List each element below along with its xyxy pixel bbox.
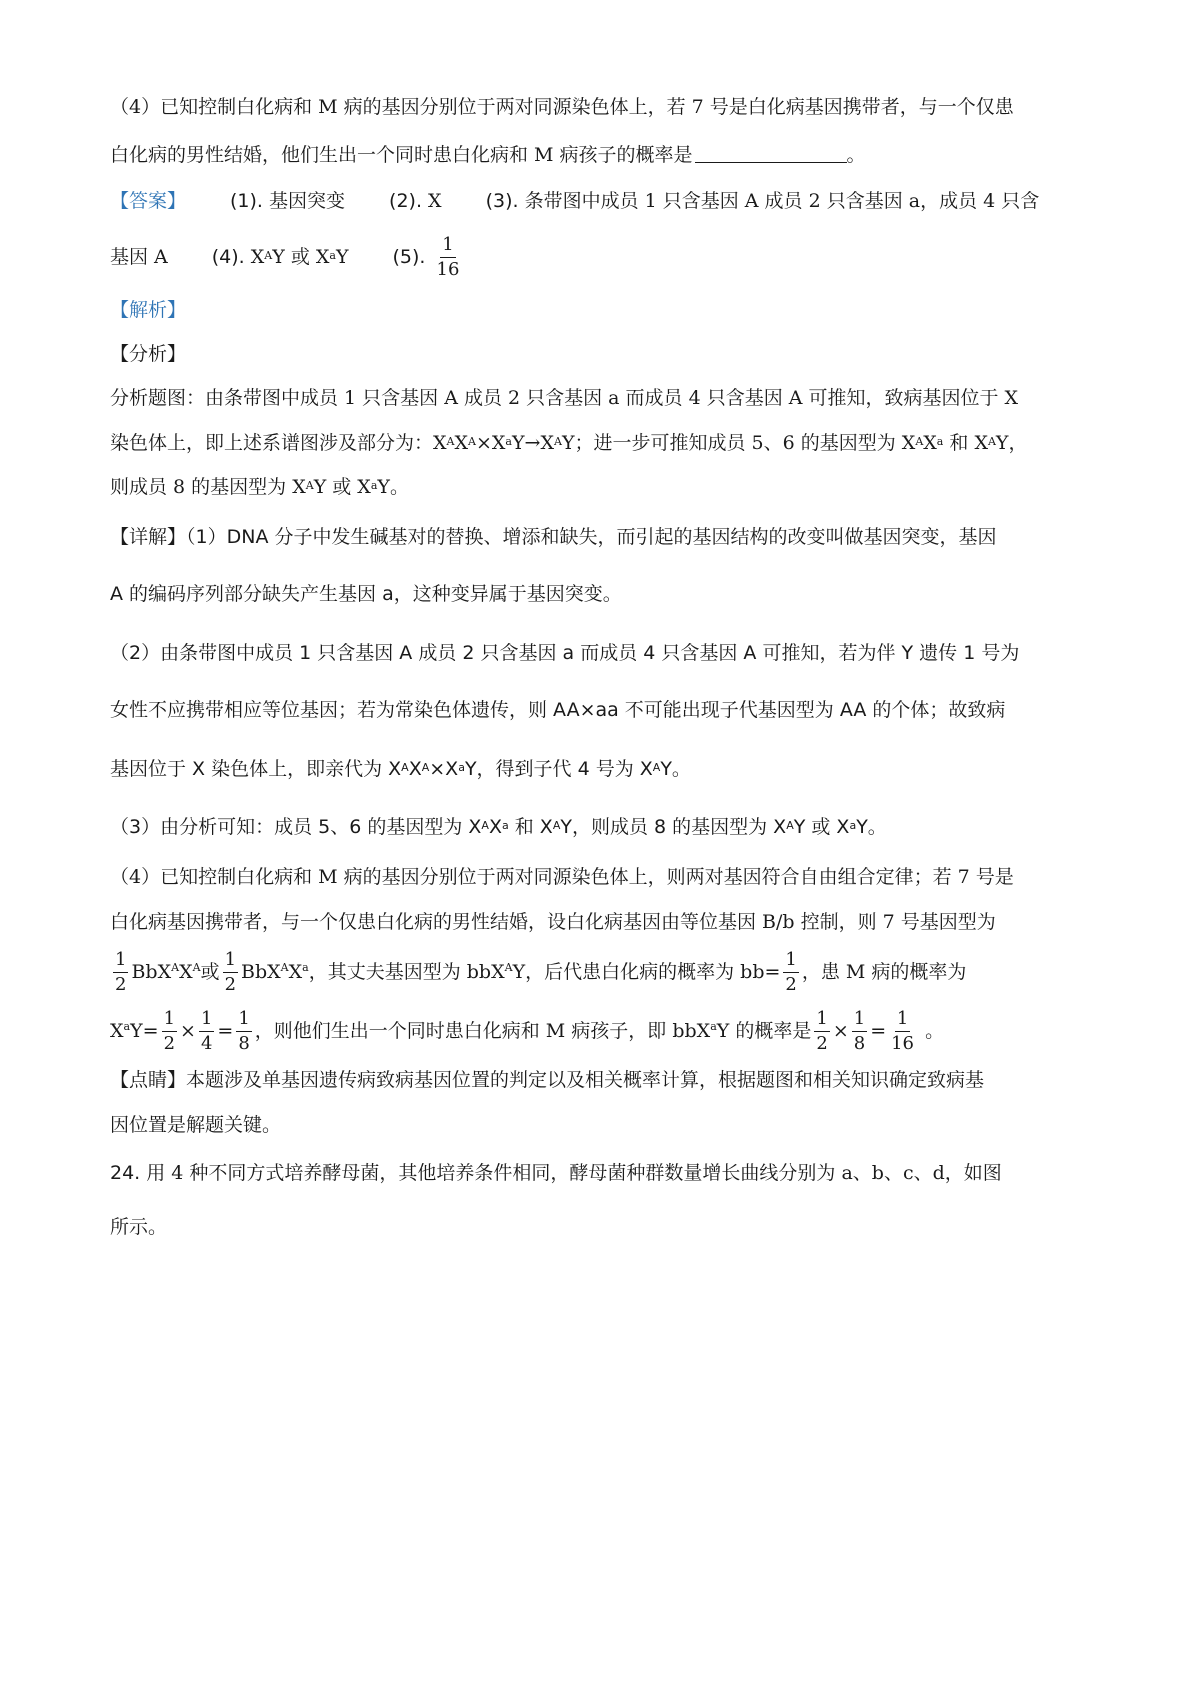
answer-3-cont: 基因 A (110, 246, 168, 268)
analysis-line1: 分析题图：由条带图中成员 1 只含基因 A 成员 2 只含基因 a 而成员 4 只含基因 A 可推知，致病基因位于 X (110, 387, 1019, 409)
answer-num-4: (4). (211, 246, 245, 268)
fraction: $\frac{1}{2}$ (785, 948, 797, 995)
comment-tag: 【点睛】 (110, 1069, 187, 1091)
answer-5-fraction: $\frac{1}{16}$ (436, 234, 460, 280)
q4-question-line1: （4）已知控制白化病和 M 病的基因分别位于两对同源染色体上，若 7 号是白化病基因携带者，与一个仅患 (110, 96, 1014, 118)
detail-tag: 【详解】 (110, 526, 187, 548)
q24-line1: 24. 用 4 种不同方式培养酵母菌，其他培养条件相同，酵母菌种群数量增长曲线分别为 a、b、c、d，如图 (110, 1162, 1002, 1184)
detail-4-line4: X $^a$ Y= $\frac{1}{2}$ × $\frac{1}{4}$ = $\frac{1}{8}$ ，则他们生出一个同时患白化病和 M 病孩子，即 bbX $^a$ Y 的概率是 $\frac{1}{2}$ × $\frac{1}{8}$ = $\frac{1}{16}$ 。 (110, 1007, 945, 1054)
detail-4-line1: （4）已知控制白化病和 M 病的基因分别位于两对同源染色体上，则两对基因符合自由组合定律；若 7 号是 (110, 866, 1014, 888)
q4-question-end: 。 (846, 144, 866, 166)
comment-line2: 因位置是解题关键。 (110, 1114, 282, 1136)
fraction: $\frac{1}{2}$ (115, 948, 127, 995)
detail-4-line2: 白化病基因携带者，与一个仅患白化病的男性结婚，设白化病基因由等位基因 B/b 控制，则 7 号基因型为 (110, 911, 996, 933)
answer-2: X (428, 190, 442, 212)
answer-num-1: (1). (230, 190, 263, 212)
answer-num-2: (2). (389, 190, 422, 212)
jiexi-tag: 【解析】 (110, 299, 187, 321)
answer-num-3: (3). (485, 190, 519, 212)
q4-question-line2 (110, 144, 866, 165)
fraction: $\frac{1}{4}$ (200, 1007, 213, 1054)
answer-1: 基因突变 (269, 190, 346, 212)
answer-num-5: (5). (392, 246, 426, 268)
fraction: $\frac{1}{8}$ (238, 1007, 250, 1054)
detail-2-line2: 女性不应携带相应等位基因；若为常染色体遗传，则 AA×aa 不可能出现子代基因型为 AA 的个体；故致病 (110, 699, 1006, 721)
fraction: $\frac{1}{2}$ (224, 948, 237, 995)
detail-2-line1: （2）由条带图中成员 1 只含基因 A 成员 2 只含基因 a 而成员 4 只含基因 A 可推知，若为伴 Y 遗传 1 号为 (110, 642, 1020, 664)
answer-tag: 【答案】 (110, 190, 187, 212)
answer-4: $X^AY$ 或 $X^aY$ (250, 246, 349, 268)
analysis-line2: 染色体上，即上述系谱图涉及部分为：$X^AX^A\times X^aY\to X^AY$；进一步可推知成员 5、6 的基因型为 $X^AX^a$ 和 $X^AY$， (110, 432, 1028, 454)
answer-line2 (110, 236, 464, 279)
q24-line2: 所示。 (110, 1216, 168, 1238)
fraction: $\frac{1}{2}$ (816, 1007, 828, 1054)
detail-line2: A 的编码序列部分缺失产生基因 a，这种变异属于基因突变。 (110, 583, 622, 605)
fraction: $\frac{1}{8}$ (853, 1007, 866, 1054)
fenxi-tag: 【分析】 (110, 343, 187, 365)
q24-number: 24. (110, 1162, 141, 1184)
fraction: $\frac{1}{2}$ (163, 1007, 176, 1054)
detail-3-line1: （3）由分析可知：成员 5、6 的基因型为 $X^AX^a$ 和 $X^AY$，则成员 8 的基因型为 $X^AY$ 或 $X^aY$。 (110, 816, 887, 838)
answer-3: 条带图中成员 1 只含基因 A 成员 2 只含基因 a，成员 4 只含 (524, 190, 1040, 212)
detail-4-line3: $\frac{1}{2}$ BbX $^A$ X $^A$ 或 $\frac{1}{2}$ BbX $^A$ X $^a$ ，其丈夫基因型为 bbX $^A$ Y，后代患白化病的概率为 bb= $\frac{1}{2}$ ，患 M 病的概率为 (115, 948, 967, 995)
fraction: $\frac{1}{16}$ (891, 1007, 915, 1054)
detail-line1: 【详解】（1）DNA 分子中发生碱基对的替换、增添和缺失，而引起的基因结构的改变叫做基因突变，基因 (110, 526, 997, 548)
detail-2-line3: 基因位于 X 染色体上，即亲代为 $X^AX^A\times X^aY$，得到子代 4 号为 $X^AY$。 (110, 758, 691, 780)
answer-line1 (110, 192, 1039, 211)
analysis-line3: 则成员 8 的基因型为 $X^AY$ 或 $X^aY$。 (110, 476, 409, 498)
answer-blank (695, 144, 847, 163)
q4-question-text: 白化病的男性结婚，他们生出一个同时患白化病和 M 病孩子的概率是 (110, 144, 693, 166)
comment-line1: 【点睛】本题涉及单基因遗传病致病基因位置的判定以及相关概率计算，根据题图和相关知识确定致病基 (110, 1069, 985, 1091)
